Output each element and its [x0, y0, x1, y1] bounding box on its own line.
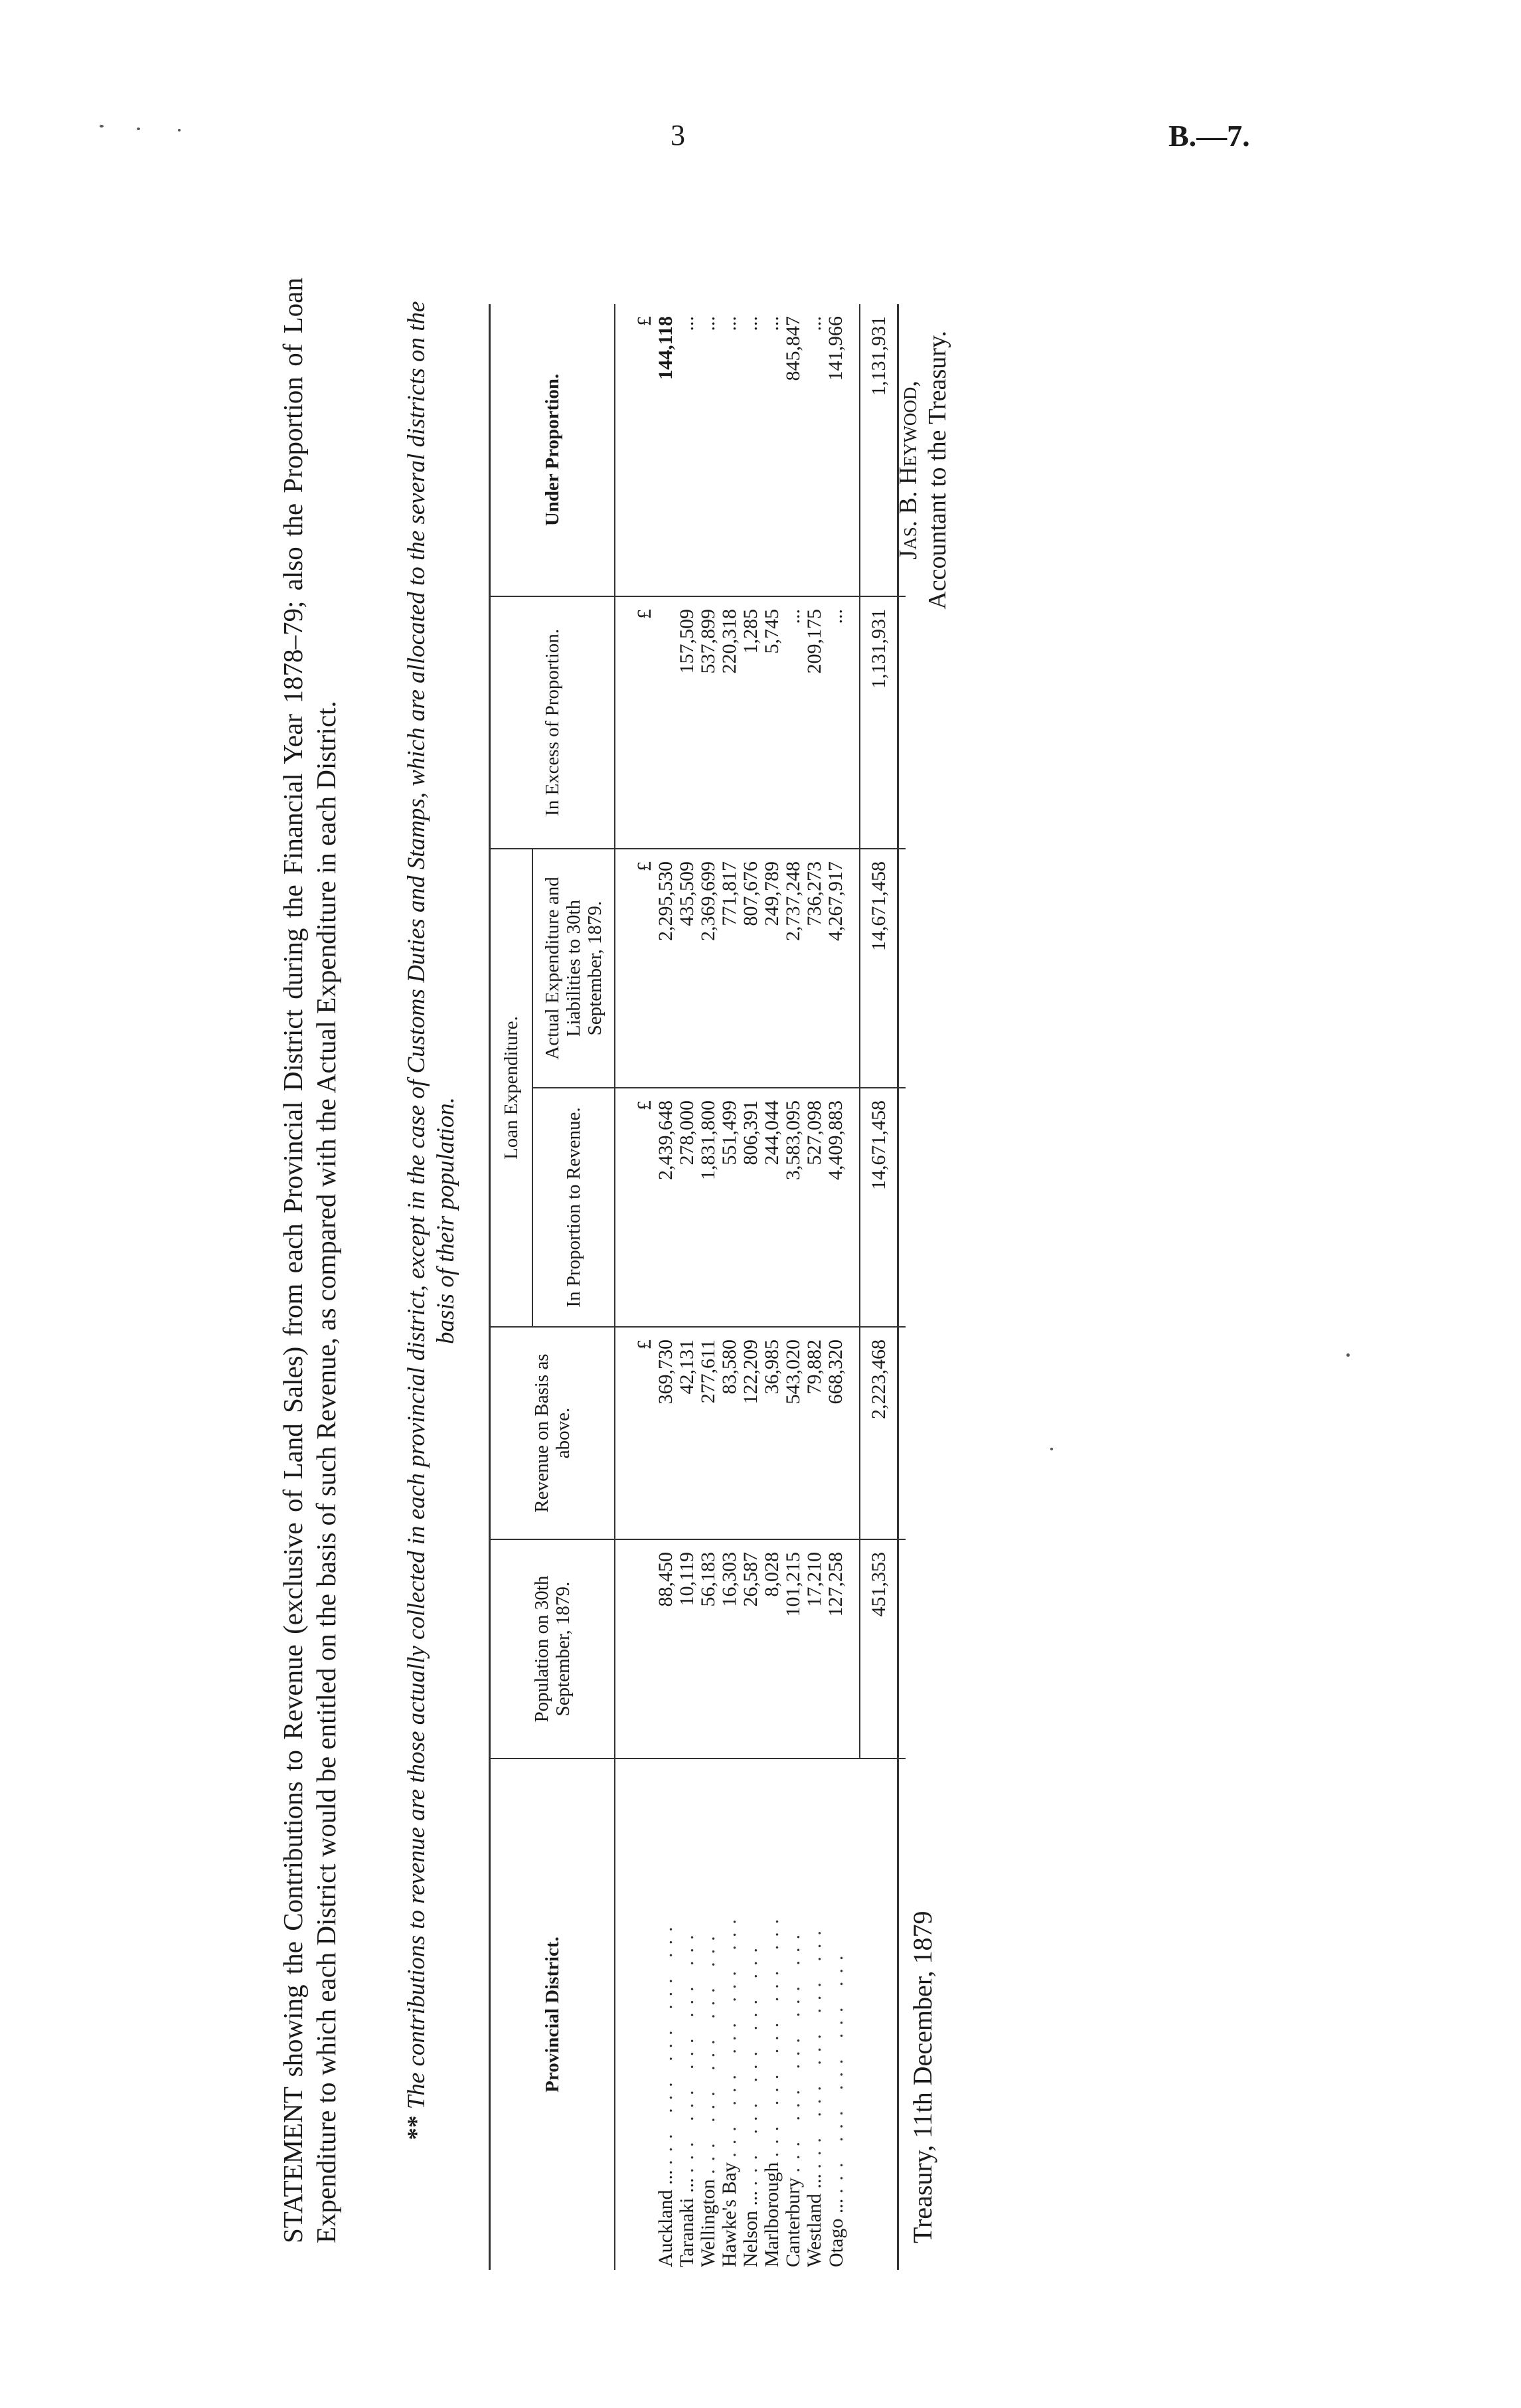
table-row: Taranaki ... ... ... ... ... ... 10,119 42,131 278,000 435,509 157,509 ... [676, 304, 697, 2270]
excess-cell: ... [782, 596, 803, 849]
proportion-cell: 278,000 [676, 1088, 697, 1327]
proportion-cell: 1,831,800 [697, 1088, 718, 1327]
table-row: Nelson ... ... ... ... ... ... 26,587 122,209 806,391 807,676 1,285 ... [740, 304, 761, 2270]
excess-cell: ... [825, 596, 860, 849]
proportion-cell: 3,583,095 [782, 1088, 803, 1327]
excess-cell: 157,509 [676, 596, 697, 849]
under-cell: ... [761, 304, 782, 596]
statement-title [276, 278, 343, 2243]
actual-cell: 249,789 [761, 849, 782, 1088]
district-name: Hawke's Bay [718, 2162, 740, 2267]
header-revenue: Revenue on Basis as above. [490, 1327, 615, 1539]
population-cell: 56,183 [697, 1539, 718, 1759]
under-cell: 141,966 [825, 304, 860, 596]
header-actual-expenditure: Actual Expenditure and Liabilities to 30th September, 1879. [532, 849, 615, 1088]
revenue-cell: 122,209 [740, 1327, 761, 1539]
total-population: 451,353 [860, 1539, 898, 1759]
district-name: Canterbury [782, 2178, 804, 2267]
revenue-cell: 79,882 [803, 1327, 825, 1539]
district-name: Nelson ... [740, 2191, 761, 2267]
revenue-cell: 36,985 [761, 1327, 782, 1539]
currency-symbol: £ [615, 849, 655, 1088]
under-cell: ... [803, 304, 825, 596]
actual-cell: 435,509 [676, 849, 697, 1088]
table-row: Wellington ... ... ... ... ... 56,183 277,611 1,831,800 2,369,699 537,899 ... [697, 304, 718, 2270]
ink-speck [1050, 1448, 1053, 1450]
note-marker: ** [403, 2115, 430, 2140]
rotated-statement [276, 251, 1033, 2270]
statement-title-text: showing the Contributions to Revenue (exclusive of Land Sales) from each Provincial District during the Financial Year 1878–79; also the Proportion of Loan Expenditure to which each District would be entitled on the basis of such Revenue, as compared with the Actual Expenditure in each District. [278, 278, 341, 2243]
total-revenue: 2,223,468 [860, 1327, 898, 1539]
total-proportion: 14,671,458 [860, 1088, 898, 1327]
excess-cell: 220,318 [718, 596, 740, 849]
loan-expenditure-table [489, 304, 906, 2270]
header-provincial-district: Provincial District. [490, 1759, 615, 2270]
table-row: Canterbury ... ... ... ... ... 101,215 543,020 3,583,095 2,737,248 ... 845,847 [782, 304, 803, 2270]
revenue-cell: 543,020 [782, 1327, 803, 1539]
header-in-proportion: In Proportion to Revenue. [532, 1088, 615, 1327]
currency-symbol: £ [615, 304, 655, 596]
actual-cell: 2,737,248 [782, 849, 803, 1088]
ink-speck [100, 125, 104, 128]
excess-cell: 537,899 [697, 596, 718, 849]
under-cell: ... [697, 304, 718, 596]
header-loan-expenditure: Loan Expenditure. [490, 849, 533, 1327]
statement-note [402, 278, 461, 2164]
district-name: Taranaki ... [676, 2178, 698, 2267]
actual-cell: 4,267,917 [825, 849, 860, 1088]
revenue-cell: 277,611 [697, 1327, 718, 1539]
population-cell: 101,215 [782, 1539, 803, 1759]
signature-block [894, 331, 952, 610]
statement-lead: STATEMENT [278, 2087, 308, 2243]
treasury-date: Treasury, 11th December, 1879 [908, 1911, 937, 2243]
under-cell: 144,118 [655, 304, 676, 596]
proportion-cell: 527,098 [803, 1088, 825, 1327]
currency-row [615, 304, 655, 2270]
district-name: Otago ... [825, 2198, 847, 2267]
population-cell: 127,258 [825, 1539, 860, 1759]
actual-cell: 771,817 [718, 849, 740, 1088]
table-row: Auckland ... ... ... ... ... ... 88,450 369,730 2,439,648 2,295,530 144,118 [655, 304, 676, 2270]
ink-speck [178, 129, 181, 131]
header-population: Population on 30th September, 1879. [490, 1539, 615, 1759]
excess-cell [655, 596, 676, 849]
total-excess: 1,131,931 [860, 596, 898, 849]
population-cell: 16,303 [718, 1539, 740, 1759]
ink-speck [137, 128, 140, 130]
proportion-cell: 806,391 [740, 1088, 761, 1327]
table-row: Marlborough ... ... ... ... ... 8,028 36,985 244,044 249,789 5,745 ... [761, 304, 782, 2270]
proportion-cell: 244,044 [761, 1088, 782, 1327]
total-actual: 14,671,458 [860, 849, 898, 1088]
document-reference: B.—7. [1168, 119, 1250, 153]
actual-cell: 736,273 [803, 849, 825, 1088]
proportion-cell: 2,439,648 [655, 1088, 676, 1327]
district-name: Westland ... [803, 2174, 825, 2267]
page-number: 3 [671, 119, 685, 151]
population-cell: 10,119 [676, 1539, 697, 1759]
ink-speck [1346, 1353, 1350, 1357]
table-row: Hawke's Bay ... ... ... ... ... 16,303 83,580 551,499 771,817 220,318 ... [718, 304, 740, 2270]
currency-symbol: £ [615, 596, 655, 849]
signatory-name: Jas. B. Heywood, [894, 381, 922, 560]
table-row: Otago ... ... ... ... ... ... 127,258 668,320 4,409,883 4,267,917 ... 141,966 [825, 304, 860, 2270]
under-cell: 845,847 [782, 304, 803, 596]
totals-row [860, 304, 898, 2270]
revenue-cell: 42,131 [676, 1327, 697, 1539]
revenue-cell: 369,730 [655, 1327, 676, 1539]
currency-symbol: £ [615, 1327, 655, 1539]
population-cell: 17,210 [803, 1539, 825, 1759]
district-name: Auckland ... [655, 2170, 677, 2267]
excess-cell: 209,175 [803, 596, 825, 849]
population-cell: 8,028 [761, 1539, 782, 1759]
under-cell: ... [740, 304, 761, 596]
population-cell: 26,587 [740, 1539, 761, 1759]
under-cell: ... [676, 304, 697, 596]
actual-cell: 2,369,699 [697, 849, 718, 1088]
revenue-cell: 83,580 [718, 1327, 740, 1539]
proportion-cell: 551,499 [718, 1088, 740, 1327]
excess-cell: 5,745 [761, 596, 782, 849]
under-cell: ... [718, 304, 740, 596]
header-in-excess: In Excess of Proportion. [490, 596, 615, 849]
table-row: Westland ... ... ... ... ... ... 17,210 79,882 527,098 736,273 209,175 ... [803, 304, 825, 2270]
district-name: Marlborough [761, 2162, 783, 2267]
revenue-cell: 668,320 [825, 1327, 860, 1539]
district-name: Wellington [697, 2179, 719, 2267]
note-text: The contributions to revenue are those actually collected in each provincial district, except in the case of Customs Duties and Stamps, which are allocated to the several districts on the basis of their population. [403, 301, 459, 2110]
population-cell: 88,450 [655, 1539, 676, 1759]
excess-cell: 1,285 [740, 596, 761, 849]
total-under: 1,131,931 [860, 304, 898, 596]
signatory-title: Accountant to the Treasury. [923, 331, 951, 610]
currency-symbol: £ [615, 1088, 655, 1327]
actual-cell: 2,295,530 [655, 849, 676, 1088]
header-under-proportion: Under Proportion. [490, 304, 615, 596]
actual-cell: 807,676 [740, 849, 761, 1088]
proportion-cell: 4,409,883 [825, 1088, 860, 1327]
